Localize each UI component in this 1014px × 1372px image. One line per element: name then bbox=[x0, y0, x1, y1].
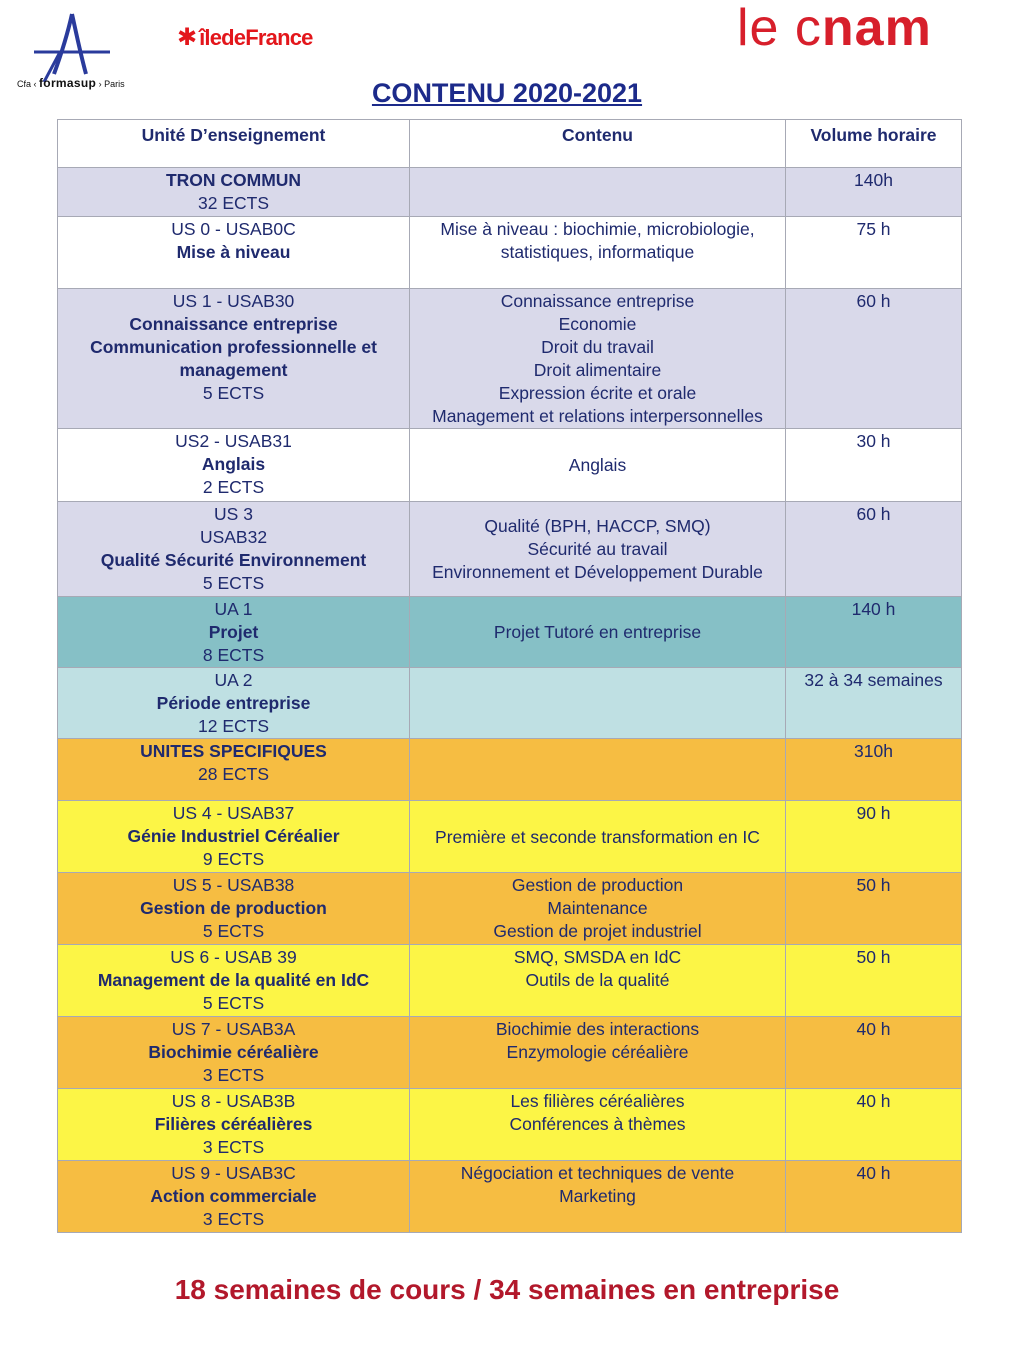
unit-code: US 0 - USAB0C bbox=[171, 219, 296, 239]
footer-summary: 18 semaines de cours / 34 semaines en entreprise bbox=[174, 1274, 840, 1305]
unit-code: UA 2 bbox=[214, 670, 253, 690]
header-contenu: Contenu bbox=[410, 120, 786, 168]
content-line: Biochimie des interactions bbox=[495, 1019, 700, 1039]
unit-cell bbox=[58, 168, 410, 217]
unit-ects: 5 ECTS bbox=[202, 993, 265, 1013]
star-icon: ✱ bbox=[177, 24, 198, 51]
unit-code: US 1 - USAB30 bbox=[172, 291, 295, 311]
unit-name: Projet bbox=[208, 622, 259, 642]
unit-cell bbox=[58, 873, 410, 945]
unit-name: Qualité Sécurité Environnement bbox=[100, 550, 367, 570]
content-cell bbox=[410, 873, 786, 945]
volume-cell bbox=[786, 1089, 962, 1161]
content-line: Sécurité au travail bbox=[527, 539, 668, 559]
formasup-name: formasup bbox=[39, 76, 97, 90]
cnam-logo-light: le c bbox=[737, 0, 822, 57]
volume-value: 40 h bbox=[856, 1019, 891, 1039]
content-line: Gestion de production bbox=[511, 875, 684, 895]
unit-cell bbox=[58, 739, 410, 801]
unit-cell bbox=[58, 1017, 410, 1089]
content-cell bbox=[410, 429, 786, 502]
content-cell bbox=[410, 1161, 786, 1233]
unit-ects: 3 ECTS bbox=[202, 1065, 265, 1085]
volume-cell bbox=[786, 945, 962, 1017]
volume-cell bbox=[786, 289, 962, 429]
volume-cell bbox=[786, 597, 962, 668]
table-row bbox=[58, 1017, 962, 1089]
unit-cell bbox=[58, 217, 410, 289]
content-line: Expression écrite et orale bbox=[498, 383, 697, 403]
unit-ects: 3 ECTS bbox=[202, 1209, 265, 1229]
unit-cell bbox=[58, 597, 410, 668]
unit-cell bbox=[58, 289, 410, 429]
content-line: Les filières céréalières bbox=[510, 1091, 685, 1111]
table-row bbox=[58, 429, 962, 502]
content-line: Gestion de projet industriel bbox=[493, 921, 702, 941]
unit-cell bbox=[58, 668, 410, 739]
unit-ects: 32 ECTS bbox=[198, 193, 269, 213]
volume-value: 60 h bbox=[856, 504, 891, 524]
table-row bbox=[58, 1089, 962, 1161]
unit-ects: 2 ECTS bbox=[202, 477, 265, 497]
content-cell bbox=[410, 289, 786, 429]
content-line: Economie bbox=[558, 314, 637, 334]
content-line: statistiques, informatique bbox=[500, 242, 695, 262]
unit-code: US 7 - USAB3A bbox=[171, 1019, 296, 1039]
content-cell bbox=[410, 1089, 786, 1161]
volume-value: 90 h bbox=[856, 803, 891, 823]
content-cell bbox=[410, 739, 786, 801]
volume-value: 140 h bbox=[851, 599, 896, 619]
content-line: Droit du travail bbox=[541, 337, 654, 357]
content-cell bbox=[410, 597, 786, 668]
content-line: Environnement et Développement Durable bbox=[432, 562, 763, 582]
unit-name: TRON COMMUN bbox=[165, 170, 302, 190]
volume-cell bbox=[786, 801, 962, 873]
unit-ects: 8 ECTS bbox=[202, 645, 265, 665]
unit-cell bbox=[58, 1089, 410, 1161]
volume-value: 140h bbox=[854, 170, 893, 190]
header-volume: Volume horaire bbox=[786, 120, 962, 168]
formasup-logo: Cfa ‹ formasup › Paris bbox=[14, 12, 144, 92]
table-row bbox=[58, 801, 962, 873]
unit-code: US 3 bbox=[214, 504, 253, 524]
content-cell bbox=[410, 945, 786, 1017]
unit-name: Action commerciale bbox=[150, 1186, 317, 1206]
table-row bbox=[58, 597, 962, 668]
volume-value: 40 h bbox=[856, 1163, 891, 1183]
unit-code: US 6 - USAB 39 bbox=[170, 947, 297, 967]
table-row bbox=[58, 945, 962, 1017]
unit-name: Filières céréalières bbox=[154, 1114, 313, 1134]
unit-cell bbox=[58, 801, 410, 873]
volume-value: 30 h bbox=[856, 431, 891, 451]
unit-name: Gestion de production bbox=[140, 898, 327, 918]
table-row bbox=[58, 739, 962, 801]
cnam-logo-bold: nam bbox=[821, 0, 932, 57]
table-row bbox=[58, 168, 962, 217]
unit-code: US 4 - USAB37 bbox=[172, 803, 295, 823]
ile-de-france-logo bbox=[177, 25, 313, 51]
unit-name: Génie Industriel Céréalier bbox=[127, 826, 340, 846]
content-line: Anglais bbox=[568, 455, 627, 475]
unit-code-secondary: USAB32 bbox=[199, 527, 268, 547]
unit-ects: 3 ECTS bbox=[202, 1137, 265, 1157]
content-line: Droit alimentaire bbox=[533, 360, 662, 380]
volume-value: 40 h bbox=[856, 1091, 891, 1111]
unit-name: Anglais bbox=[201, 454, 266, 474]
cnam-logo bbox=[737, 0, 932, 58]
page-title: CONTENU 2020-2021 bbox=[371, 78, 643, 108]
content-cell bbox=[410, 217, 786, 289]
unit-code: UA 1 bbox=[214, 599, 253, 619]
content-line: Outils de la qualité bbox=[525, 970, 670, 990]
volume-cell bbox=[786, 1161, 962, 1233]
content-line: Projet Tutoré en entreprise bbox=[493, 622, 702, 642]
content-line: Négociation et techniques de vente bbox=[460, 1163, 735, 1183]
unit-cell bbox=[58, 502, 410, 597]
header-unite: Unité D’enseignement bbox=[58, 120, 410, 168]
unit-cell bbox=[58, 429, 410, 502]
unit-code: US 9 - USAB3C bbox=[171, 1163, 296, 1183]
content-cell bbox=[410, 801, 786, 873]
content-cell bbox=[410, 168, 786, 217]
unit-code: US2 - USAB31 bbox=[175, 431, 292, 451]
unit-cell bbox=[58, 1161, 410, 1233]
table-header-row bbox=[58, 120, 962, 168]
content-line: Management et relations interpersonnelles bbox=[432, 406, 763, 426]
unit-name: Connaissance entreprise Communication professionnelle et management bbox=[90, 314, 377, 380]
volume-cell bbox=[786, 739, 962, 801]
formasup-cfa: Cfa bbox=[17, 79, 32, 89]
content-line: Qualité (BPH, HACCP, SMQ) bbox=[484, 516, 711, 536]
unit-ects: 9 ECTS bbox=[202, 849, 265, 869]
unit-name: Management de la qualité en IdC bbox=[97, 970, 370, 990]
content-line: Connaissance entreprise bbox=[500, 291, 695, 311]
program-table bbox=[57, 119, 962, 1233]
content-line: Enzymologie céréalière bbox=[506, 1042, 689, 1062]
unit-ects: 12 ECTS bbox=[198, 716, 269, 736]
volume-cell bbox=[786, 668, 962, 739]
content-cell bbox=[410, 668, 786, 739]
content-line: Première et seconde transformation en IC bbox=[435, 826, 760, 847]
unit-cell bbox=[58, 945, 410, 1017]
table-row bbox=[58, 1161, 962, 1233]
table-row bbox=[58, 873, 962, 945]
idf-logo-text: îledeFrance bbox=[199, 25, 313, 50]
volume-value: 50 h bbox=[856, 947, 891, 967]
volume-value: 50 h bbox=[856, 875, 891, 895]
volume-cell bbox=[786, 1017, 962, 1089]
unit-ects: 5 ECTS bbox=[202, 573, 265, 593]
content-line: Mise à niveau : biochimie, microbiologie, bbox=[440, 219, 755, 239]
unit-name: Biochimie céréalière bbox=[148, 1042, 319, 1062]
content-line: Conférences à thèmes bbox=[509, 1114, 686, 1134]
unit-name: Période entreprise bbox=[156, 693, 311, 713]
unit-code: US 8 - USAB3B bbox=[171, 1091, 296, 1111]
table-row bbox=[58, 668, 962, 739]
volume-cell bbox=[786, 502, 962, 597]
eiffel-tower-icon bbox=[14, 12, 134, 82]
content-line: SMQ, SMSDA en IdC bbox=[513, 947, 682, 967]
volume-cell bbox=[786, 168, 962, 217]
volume-value: 310h bbox=[854, 741, 893, 761]
volume-cell bbox=[786, 217, 962, 289]
volume-value: 32 à 34 semaines bbox=[804, 670, 943, 690]
table-row bbox=[58, 289, 962, 429]
unit-ects: 5 ECTS bbox=[202, 921, 265, 941]
formasup-city: Paris bbox=[104, 79, 125, 89]
unit-code: US 5 - USAB38 bbox=[172, 875, 295, 895]
content-cell bbox=[410, 1017, 786, 1089]
content-cell bbox=[410, 502, 786, 597]
unit-ects: 5 ECTS bbox=[202, 383, 265, 403]
table-row bbox=[58, 502, 962, 597]
unit-name: Mise à niveau bbox=[176, 242, 291, 262]
volume-value: 60 h bbox=[856, 291, 891, 311]
table-row bbox=[58, 217, 962, 289]
volume-value: 75 h bbox=[856, 219, 891, 239]
unit-ects: 28 ECTS bbox=[198, 764, 269, 784]
content-line: Marketing bbox=[559, 1186, 636, 1206]
unit-name: UNITES SPECIFIQUES bbox=[140, 741, 327, 761]
content-line: Maintenance bbox=[547, 898, 648, 918]
volume-cell bbox=[786, 429, 962, 502]
volume-cell bbox=[786, 873, 962, 945]
